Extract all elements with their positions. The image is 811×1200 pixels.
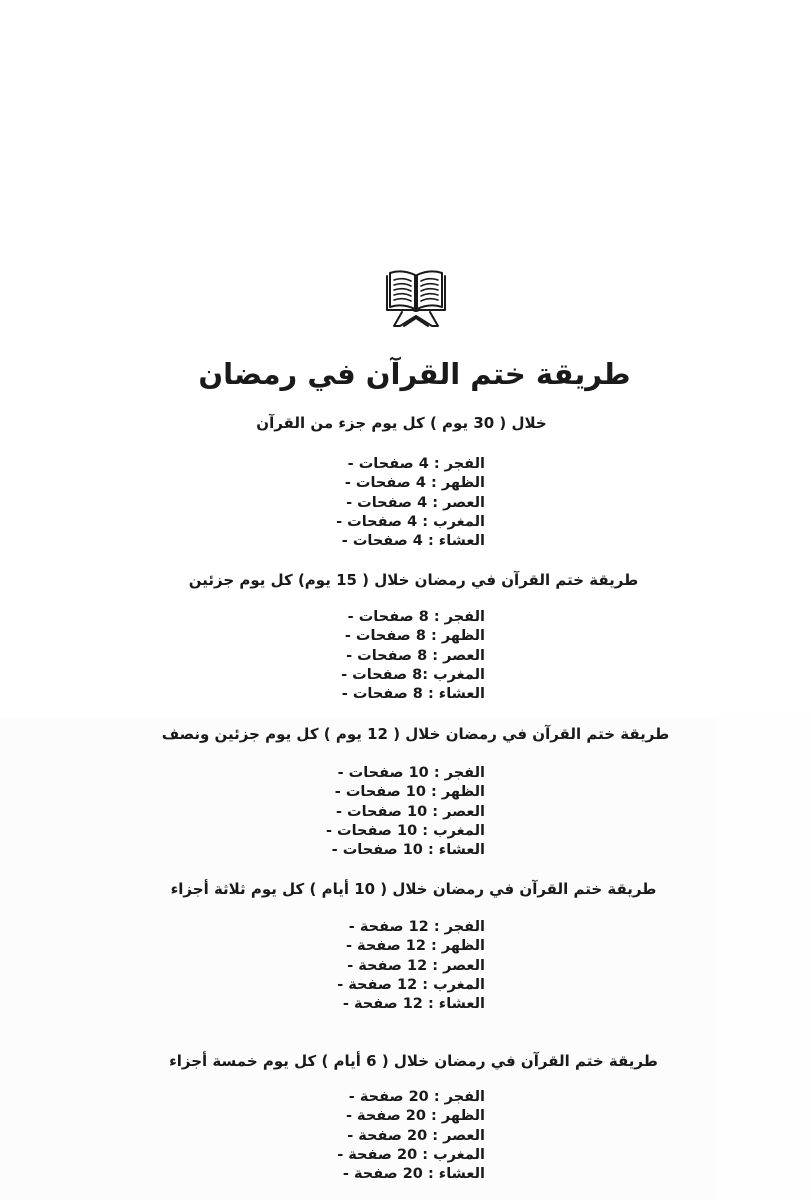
list-item-asr: العصر : 20 صفحة - [347, 1127, 485, 1144]
section-heading: خلال ( 30 يوم ) كل يوم جزء من القرآن [256, 414, 547, 432]
prayer-schedule-list [285, 764, 485, 860]
prayer-schedule-list [285, 1088, 485, 1184]
list-item-maghrib: المغرب :8 صفحات - [341, 666, 485, 683]
section-heading: طريقة ختم القرآن في رمضان خلال ( 6 أيام ) كل يوم خمسة أجزاء [169, 1052, 658, 1070]
list-item-maghrib: المغرب : 12 صفحة - [337, 976, 485, 993]
list-item-asr: العصر : 4 صفحات - [346, 494, 485, 511]
list-item-fajr: الفجر : 8 صفحات - [347, 609, 485, 625]
prayer-schedule-list [285, 455, 485, 551]
list-item-isha: العشاء : 10 صفحات - [331, 842, 485, 859]
prayer-schedule-list [285, 918, 485, 1014]
list-item-fajr: الفجر : 20 صفحة - [348, 1089, 485, 1105]
section-heading: طريقة ختم القرآن في رمضان خلال ( 15 يوم) كل يوم جزئين [188, 571, 639, 589]
section-heading: طريقة ختم القرآن في رمضان خلال ( 10 أيام ) كل يوم ثلاثة أجزاء [170, 880, 657, 898]
list-item-isha: العشاء : 12 صفحة - [342, 996, 485, 1013]
list-item-maghrib: المغرب : 10 صفحات - [325, 822, 485, 839]
list-item-isha: العشاء : 8 صفحات - [341, 686, 485, 703]
list-item-fajr: الفجر : 10 صفحات - [337, 765, 485, 781]
list-item-dhuhr: الظهر : 12 صفحة - [345, 938, 485, 955]
list-item-dhuhr: الظهر : 20 صفحة - [345, 1108, 485, 1125]
list-item-maghrib: المغرب : 4 صفحات - [336, 513, 485, 530]
list-item-fajr: الفجر : 12 صفحة - [348, 919, 485, 935]
list-item-asr: العصر : 8 صفحات - [346, 647, 485, 664]
page-title: طريقة ختم القرآن في رمضان [198, 357, 631, 391]
list-item-dhuhr: الظهر : 4 صفحات - [344, 475, 485, 492]
list-item-isha: العشاء : 20 صفحة - [342, 1166, 485, 1183]
list-item-maghrib: المغرب : 20 صفحة - [337, 1146, 485, 1163]
list-item-asr: العصر : 12 صفحة - [347, 957, 485, 974]
section-heading: طريقة ختم القرآن في رمضان خلال ( 12 يوم ) كل يوم جزئين ونصف [161, 725, 670, 743]
list-item-dhuhr: الظهر : 10 صفحات - [334, 784, 485, 801]
page-background-bottom-right [716, 718, 811, 1200]
list-item-asr: العصر : 10 صفحات - [335, 803, 485, 820]
list-item-dhuhr: الظهر : 8 صفحات - [344, 628, 485, 645]
list-item-fajr: الفجر : 4 صفحات - [347, 456, 485, 472]
list-item-isha: العشاء : 4 صفحات - [341, 533, 485, 550]
quran-book-stand-icon [384, 266, 448, 332]
prayer-schedule-list [285, 608, 485, 704]
